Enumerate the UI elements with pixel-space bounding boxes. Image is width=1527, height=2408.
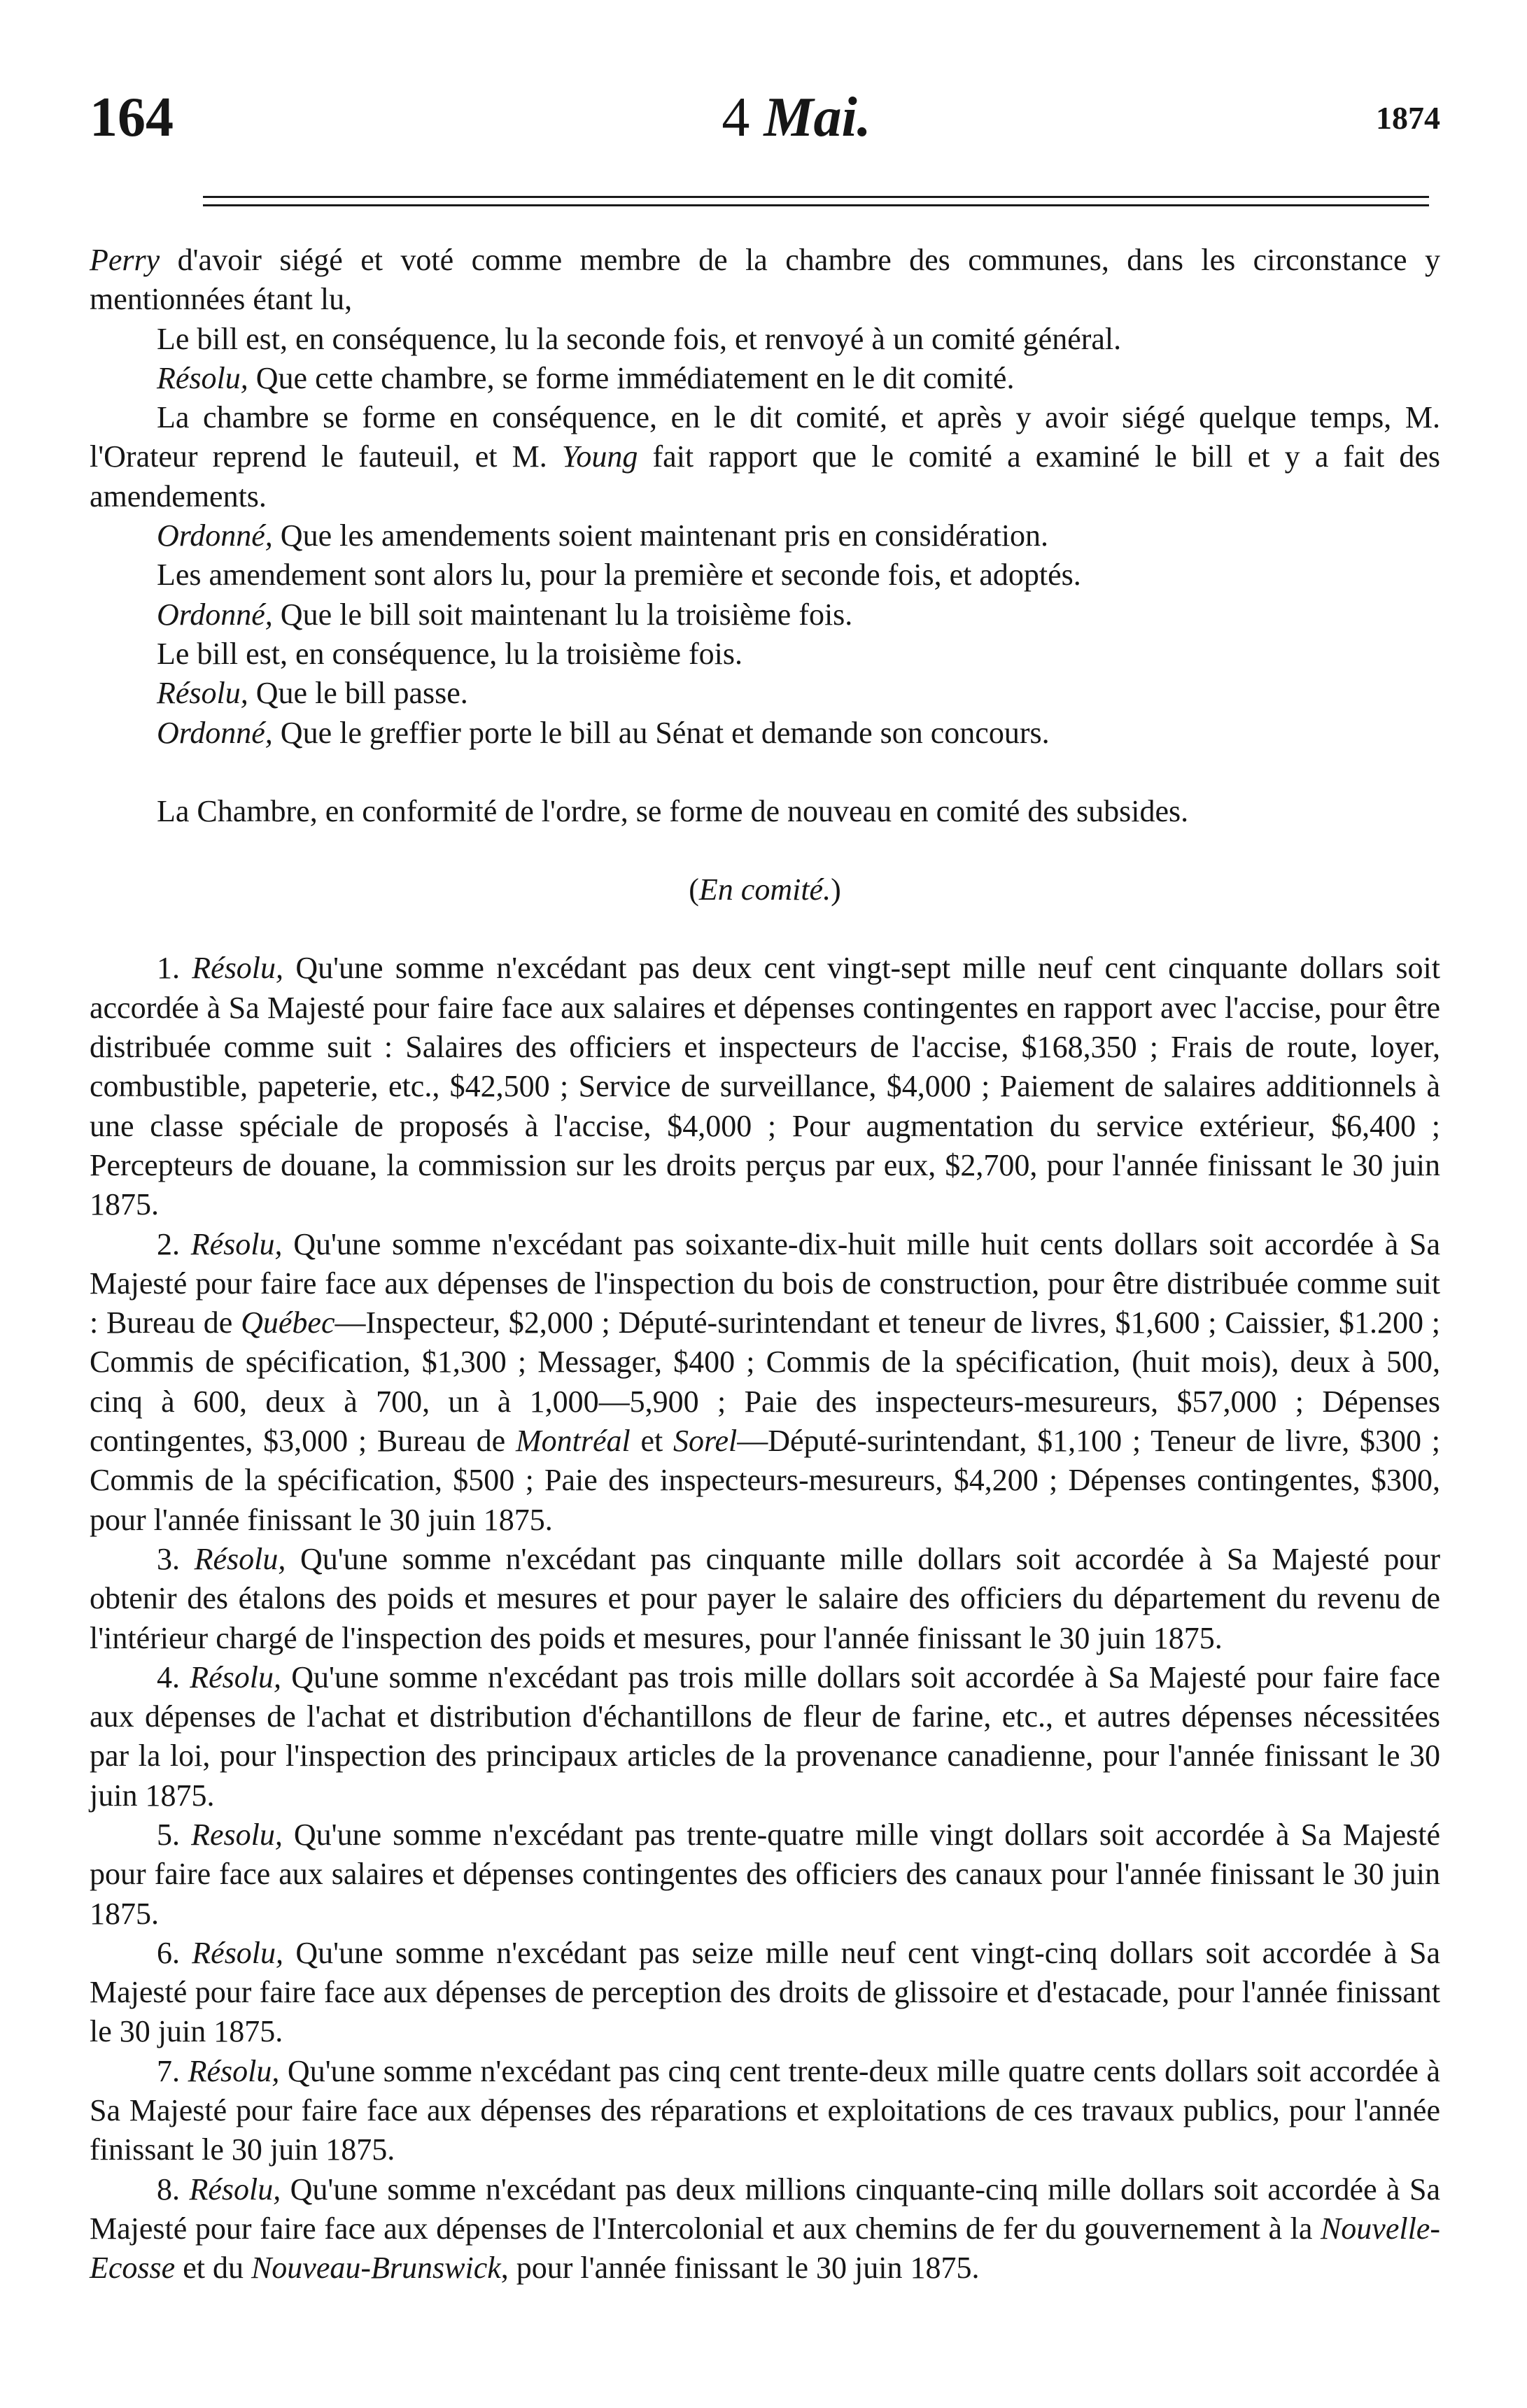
place-name: Montréal xyxy=(515,1424,631,1459)
heading-text: En comité. xyxy=(698,872,831,907)
paragraph-text: Que le bill soit maintenant lu la troisième fois. xyxy=(272,597,853,632)
paragraph xyxy=(90,359,1440,398)
page-date xyxy=(649,83,943,153)
paragraph-lead: Résolu, xyxy=(157,360,248,395)
paragraph-text: Les amendement sont alors lu, pour la première et seconde fois, et adoptés. xyxy=(157,558,1081,593)
date-day: 4 xyxy=(722,87,750,148)
resolution-lead: Résolu, xyxy=(190,1659,281,1694)
resolution-number: 4. xyxy=(157,1659,180,1694)
resolution xyxy=(90,1225,1440,1540)
resolution-text: Qu'une somme n'excédant pas deux millions cinquante-cinq mille dollars soit accordée à Sa Majesté pour faire face aux dépenses de l'Intercolonial et aux chemins de fer du gouvernement à la xyxy=(90,2172,1441,2246)
resolution-lead: Résolu, xyxy=(194,1541,286,1576)
resolution-text: Qu'une somme n'excédant pas soixante-dix-huit mille huit cents dollars soit accordée à Sa Majesté pour faire face aux dépenses de l'inspection du bois de construction, pour être distribuée comme suit : Bureau de xyxy=(90,1226,1441,1340)
paragraph-text: Que le bill passe. xyxy=(248,676,468,711)
resolution-text: —Député-surintendant, $1,100 ; Teneur de livre, $300 ; Commis de la spécification, $500 ; Paie des inspecteurs-mesureurs, $4,200 ; Dépenses contingentes, $300, pour l'année finissant le 30 juin 1875. xyxy=(90,1424,1440,1537)
member-name: Young xyxy=(561,439,638,474)
paragraph-text: Que le greffier porte le bill au Sénat et demande son concours. xyxy=(272,715,1050,750)
resolution-lead: Résolu, xyxy=(192,951,284,986)
paragraph xyxy=(90,555,1440,595)
page-body xyxy=(90,241,1440,2288)
resolution-number: 2. xyxy=(157,1226,180,1261)
place-name: Québec xyxy=(241,1305,335,1340)
resolution-text: Qu'une somme n'excédant pas cinquante mille dollars soit accordée à Sa Majesté pour obtenir des étalons des poids et mesures et pour payer le salaire des officiers du département du revenu de l'intérieur chargé de l'inspection des poids et mesures, pour l'année finissant le 30 juin 1875. xyxy=(90,1541,1441,1655)
paragraph xyxy=(90,241,1440,320)
resolution-number: 7. xyxy=(157,2053,180,2088)
place-name: Nouveau-Brunswick xyxy=(251,2251,501,2286)
paragraph xyxy=(90,320,1440,359)
resolution-text: Qu'une somme n'excédant pas trois mille dollars soit accordée à Sa Majesté pour faire face aux dépenses de l'achat et distribution d'échantillons de fleur de farine, etc., et autres dépenses nécessitées par la loi, pour l'inspection des principaux articles de la provenance canadienne, pour l'année finissant le 30 juin 1875. xyxy=(90,1659,1441,1813)
date-month: Mai. xyxy=(764,87,871,148)
resolution-text: —Inspecteur, $2,000 ; Député-surintendant et teneur de livres, $1,600 ; Caissier, $1.200 ; Commis de spécification, $1,300 ; Messager, $400 ; Commis de la spécification, (huit mois), deux à 500, cinq à 600, deux à 700, un à 1,000—5,900 ; Paie des inspecteurs-mesureurs, $57,000 ; Dépenses contingentes, $3,000 ; Bureau de xyxy=(90,1305,1440,1459)
paragraph-text: fait rapport que le comité a examiné le bill et y a fait des amendements. xyxy=(90,439,1440,514)
paragraph xyxy=(90,792,1440,831)
section-heading xyxy=(90,870,1440,909)
paragraph-text: Le bill est, en conséquence, lu la seconde fois, et renvoyé à un comité général. xyxy=(157,321,1122,356)
paragraph-lead: Résolu, xyxy=(157,676,248,711)
resolution xyxy=(90,1815,1440,1934)
paragraph-text: d'avoir siégé et voté comme membre de la chambre des communes, dans les circonstance y mentionnées étant lu, xyxy=(90,243,1440,317)
header-rule-bottom xyxy=(203,204,1429,206)
resolution-lead: Résolu, xyxy=(192,1935,284,1970)
member-name: Perry xyxy=(90,243,160,277)
resolution-text: Qu'une somme n'excédant pas seize mille neuf cent vingt-cinq dollars soit accordée à Sa Majesté pour faire face aux dépenses de perception des droits de glissoire et d'estacade, pour l'année finissant le 30 juin 1875. xyxy=(90,1935,1441,2049)
paragraph-text: Le bill est, en conséquence, lu la troisième fois. xyxy=(157,636,743,671)
resolution-text: Qu'une somme n'excédant pas cinq cent trente-deux mille quatre cents dollars soit accordée à Sa Majesté pour faire face aux dépenses des réparations et exploitations de ces travaux publics, pour l'année finissant le 30 juin 1875. xyxy=(90,2053,1440,2167)
paragraph-text: Que cette chambre, se forme immédiatement en le dit comité. xyxy=(248,360,1015,395)
resolution xyxy=(90,1540,1440,1658)
page-number: 164 xyxy=(90,87,174,148)
resolution-text: et xyxy=(630,1424,673,1459)
resolution-lead: Résolu, xyxy=(188,2053,280,2088)
paragraph-text: La chambre se forme en conséquence, en le dit comité, et après y avoir siégé quelque temps, M. l'Orateur reprend le fauteuil, et M. xyxy=(90,400,1440,474)
paragraph xyxy=(90,635,1440,674)
paragraph xyxy=(90,595,1440,635)
resolution xyxy=(90,2170,1440,2288)
resolution-number: 5. xyxy=(157,1817,180,1852)
resolution-number: 1. xyxy=(157,951,180,986)
heading-close-paren: ) xyxy=(831,872,841,907)
paragraph-text: Que les amendements soient maintenant pris en considération. xyxy=(272,518,1049,553)
page-year: 1874 xyxy=(1376,100,1440,136)
resolution xyxy=(90,949,1440,1224)
header-rule-top xyxy=(203,196,1429,198)
resolution xyxy=(90,1934,1440,2052)
resolution-text: Qu'une somme n'excédant pas trente-quatre mille vingt dollars soit accordée à Sa Majesté pour faire face aux salaires et dépenses contingentes des officiers des canaux pour l'année finissant le 30 juin 1875. xyxy=(90,1817,1441,1931)
resolution xyxy=(90,1658,1440,1815)
place-name: Sorel xyxy=(673,1424,738,1459)
resolution-number: 3. xyxy=(157,1541,180,1576)
resolution-lead: Résolu, xyxy=(190,1226,283,1261)
paragraph-text: La Chambre, en conformité de l'ordre, se forme de nouveau en comité des subsides. xyxy=(157,793,1189,828)
paragraph xyxy=(90,674,1440,713)
resolution-text: et du xyxy=(175,2251,251,2286)
paragraph xyxy=(90,714,1440,753)
resolution-text: Qu'une somme n'excédant pas deux cent vingt-sept mille neuf cent cinquante dollars soit accordée à Sa Majesté pour faire face aux salaires et dépenses contingentes en rapport avec l'accise, pour être distribuée comme suit : Salaires des officiers et inspecteurs de l'accise, $168,350 ; Frais de route, loyer, combustible, papeterie, etc., $42,500 ; Service de surveillance, $4,000 ; Paiement de salaires additionnels à une classe spéciale de proposés à l'accise, $4,000 ; Pour augmentation du service extérieur, $6,400 ; Percepteurs de douane, la commission sur les droits perçus par eux, $2,700, pour l'année finissant le 30 juin 1875. xyxy=(90,951,1440,1222)
heading-open-paren: ( xyxy=(689,872,699,907)
resolution-number: 8. xyxy=(157,2172,180,2207)
paragraph-lead: Ordonné, xyxy=(157,597,273,632)
paragraph xyxy=(90,516,1440,555)
resolution xyxy=(90,2052,1440,2170)
place-name: Nouvelle-Ecosse xyxy=(90,2211,1440,2286)
paragraph xyxy=(90,398,1440,516)
paragraph-lead: Ordonné, xyxy=(157,715,273,750)
resolution-text: , pour l'année finissant le 30 juin 1875. xyxy=(500,2251,980,2286)
resolution-lead: Resolu, xyxy=(191,1817,283,1852)
resolution-number: 6. xyxy=(157,1935,180,1970)
paragraph-lead: Ordonné, xyxy=(157,518,273,553)
page-header xyxy=(90,83,1440,160)
resolution-lead: Résolu, xyxy=(189,2172,281,2207)
